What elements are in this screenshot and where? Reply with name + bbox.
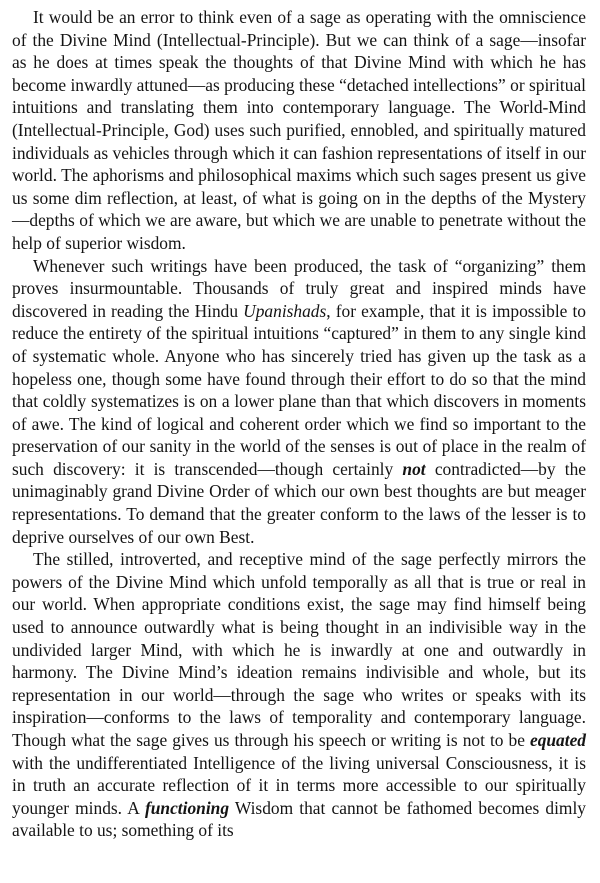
text-run: It would be an error to think even of a sage as operating with the omniscience of the Divine Mind (Intellectual-Principle). But we can think of a sage—insofar as he does at times speak the thoughts of that Divine Mind with which he has become inwardly attuned—as producing these “detached intellections” or spiritual intuitions and translating them into contemporary language. The World-Mind (Intellectual-Principle, God) uses such purified, ennobled, and spiritually matured individuals as vehicles through which it can fashion representations of itself in our world. The aphorisms and philosophical maxims which such sages present us give us some dim reflection, at least, of what is going on in the depths of the Mystery—depths of which we are aware, but which we are unable to penetrate without the help of superior wisdom. — [12, 7, 586, 253]
text-run: contradicted—by the unimaginably grand Divine Order of which our own best thoughts are but meager representations. To demand that the greater conform to the laws of the lesser is to deprive ourselves of our own Best. — [12, 458, 586, 547]
text-run: The stilled, introverted, and receptive mind of the sage perfectly mirrors the powers of the Divine Mind which unfold temporally as all that is true or real in our world. When appropriate conditions exist, the sage may find himself being used to announce outwardly what is being thought in an indivisible way in the undivided larger Mind, with which he is inwardly at one and outwardly in harmony. The Divine Mind’s ideation remains indivisible and whole, but its representation in our world—through the sage who writes or speaks with its inspiration—conforms to the laws of temporality and contemporary language. Though what the sage gives us through his speech or writing is not to be — [12, 549, 586, 750]
text-run: with the undifferentiated Intelligence of the living universal Consciousness, it is in truth an accurate reflection of it in terms more accessible to our spiritually younger minds. A — [12, 752, 586, 818]
emphasis — [530, 730, 586, 750]
text-run: Whenever such writings have been produced, the task of “organizing” them proves insurmountable. Thousands of truly great and inspired minds have discovered in reading the Hindu — [12, 255, 586, 321]
body-text — [12, 6, 586, 842]
emphasized-term: not — [402, 458, 426, 479]
emphasis — [145, 798, 229, 818]
emphasis — [402, 459, 425, 479]
paragraph-stilled-mind — [12, 548, 586, 842]
emphasized-term: functioning — [144, 797, 230, 818]
text-run: Wisdom that cannot be fathomed becomes dimly available to us; something of its — [12, 797, 586, 841]
paragraph-sage-omniscience — [12, 6, 586, 255]
text-run: , for example, that it is impossible to reduce the entirety of the spiritual intuitions “captured” in them to any single kind of systematic whole. Anyone who has sincerely tried has given up the task as a hopeless one, though some have found through their effort to do so that the mind that coldly systematizes is on a lower plane than that which discovers in moments of awe. The kind of logical and coherent order which we find so important to the preservation of our sanity in the world of the senses is out of place in the realm of such discovery: it is transcended—though certainly — [12, 300, 587, 479]
emphasized-term: equated — [529, 730, 586, 750]
paragraph-organizing-writings — [12, 255, 586, 549]
italic-term: Upanishads — [243, 300, 327, 321]
